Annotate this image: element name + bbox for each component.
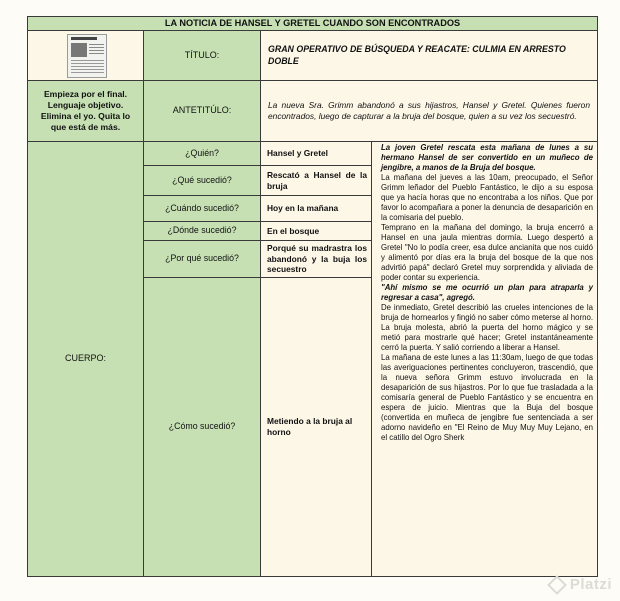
story-lead: La joven Gretel rescata esta mañana de lunes a su hermano Hansel de ser convertido en un muñeco de jengibre, a manos de la Bruja del bosque.: [381, 143, 593, 172]
question-quien: ¿Quién?: [143, 141, 261, 166]
answer-por-que: Porqué su madrastra los abandonó y la buja los secuestro: [260, 240, 372, 278]
antetitulo-value: La nueva Sra. Grimm abandonó a sus hijastros, Hansel y Gretel. Quienes fueron encontrados, luego de capturar a la bruja del bosque, quien a su vez los secuestró.: [260, 80, 598, 142]
story-paragraph-4: La mañana de este lunes a las 11:30am, luego de que todas las averiguaciones pertinentes concluyeron, trascendió, que la nueva señora Grimm estuvo involucrada en la desaparición de sus hijastros. Por lo que fue trasladada a la comisaría general de Pueblo Fantástico y se encuentra en espera de juicio. Mientras que la Buja del bosque (convertida en muñeca de jengibre fue sentenciada a ser adorno navideño en "El Reino de Muy Muy Muy Lejano, en el catillo del Ogro Sherk: [381, 353, 593, 442]
answer-como: Metiendo a la bruja al horno: [260, 277, 372, 577]
answer-quien: Hansel y Gretel: [260, 141, 372, 166]
story-paragraph-2: Temprano en la mañana del domingo, la bruja encerró a Hansel en una jaula mientras dormía. Luego despertó a Gretel "No lo podía creer, esa dulce ancianita que nos cuidó y alimentó por días era la bruja del bosque de la que nos advirtió papá" declaró Gretel muy sorprendida y aliviada de poder contar su experiencia.: [381, 223, 593, 282]
question-como: ¿Cómo sucedió?: [143, 277, 261, 577]
story-paragraph-3: De inmediato, Gretel describió las crueles intenciones de la bruja de hornearlos y fingió no saber cómo meterse al horno. La bruja molesta, abrió la puerta del horno mágico y se metió para mostrarle qué hacer; Gretel instantáneamente cerró la puerta. Y salió corriendo a liberar a Hansel.: [381, 303, 593, 352]
question-cuando: ¿Cuándo sucedió?: [143, 195, 261, 222]
table-title: LA NOTICIA DE HANSEL Y GRETEL CUANDO SON ENCONTRADOS: [27, 16, 598, 31]
question-que: ¿Qué sucedió?: [143, 165, 261, 196]
newspaper-image-cell: [27, 30, 144, 81]
news-story: [371, 141, 598, 577]
answer-donde: En el bosque: [260, 221, 372, 241]
antetitulo-note: Empieza por el final. Lenguaje objetivo. Elimina el yo. Quita lo que está de más.: [27, 80, 144, 142]
question-por-que: ¿Por qué sucedió?: [143, 240, 261, 278]
platzi-watermark: Platzi: [550, 576, 612, 593]
cuerpo-label: CUERPO:: [27, 141, 144, 577]
answer-que: Rescató a Hansel de la bruja: [260, 165, 372, 196]
titulo-label: TÍTULO:: [143, 30, 261, 81]
story-quote: "Ahí mismo se me ocurrió un plan para atraparla y regresar a casa", agregó.: [381, 283, 593, 302]
newspaper-thumbnail: [67, 34, 107, 78]
question-donde: ¿Dónde sucedió?: [143, 221, 261, 241]
platzi-logo-icon: [547, 575, 567, 595]
story-paragraph-1: La mañana del jueves a las 10am, preocupado, el Señor Grimm leñador del Pueblo Fantástico, le dijo a su esposa que ya hacía horas que no encontraba a los niños. Que por favor lo acompañara a poner la denuncia de desaparición en la comisaria del pueblo.: [381, 173, 593, 222]
answer-cuando: Hoy en la mañana: [260, 195, 372, 222]
antetitulo-label: ANTETITÚLO:: [143, 80, 261, 142]
titulo-value: GRAN OPERATIVO DE BÚSQUEDA Y REACATE: CULMIA EN ARRESTO DOBLE: [260, 30, 598, 81]
